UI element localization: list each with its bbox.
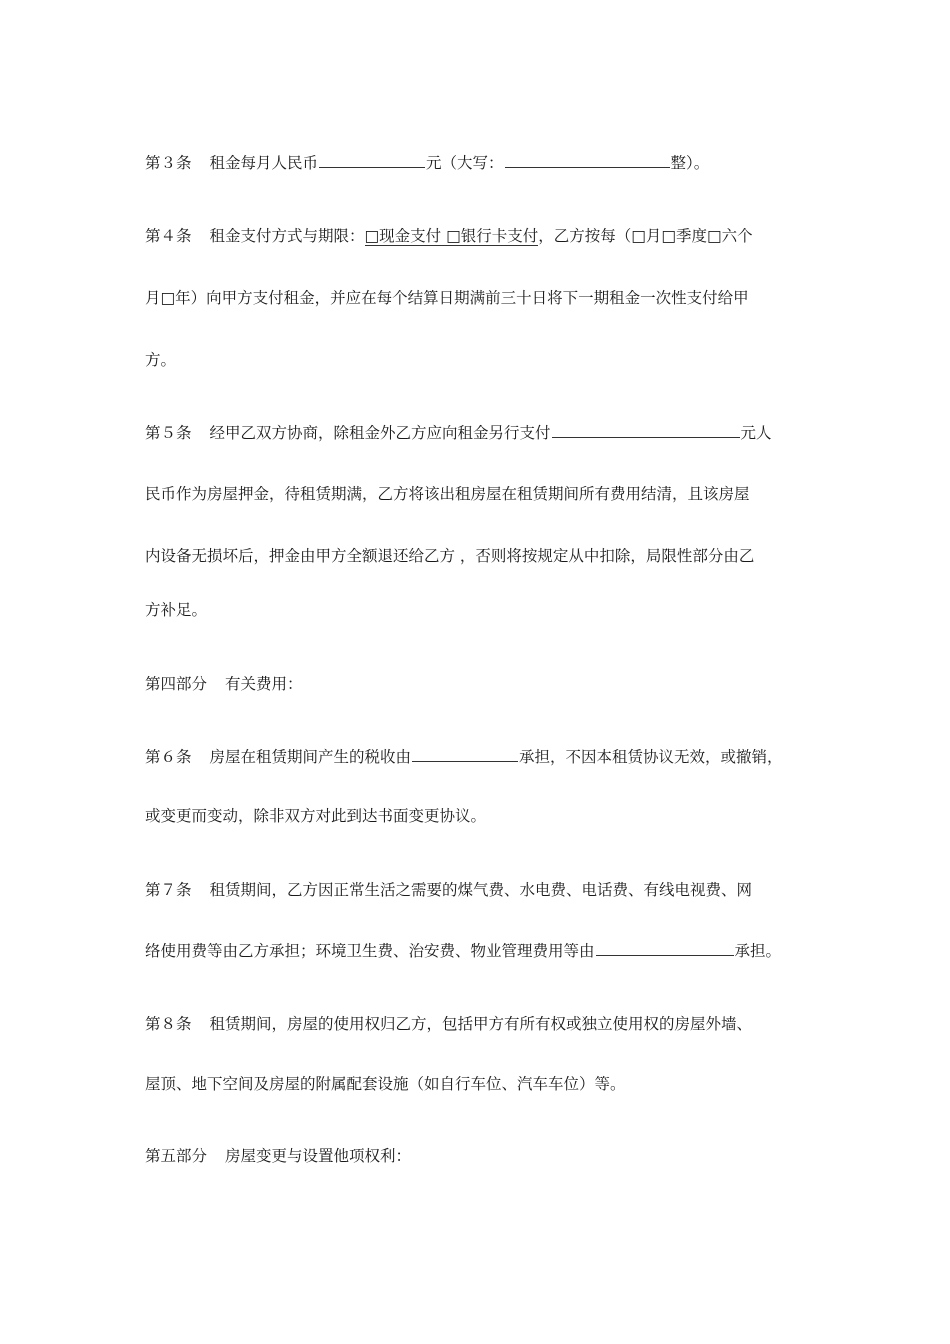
rent-amount-capital-blank[interactable] <box>505 152 670 168</box>
article-number: 第６条 <box>145 748 192 766</box>
article-4-line-2: 月□年）向甲方支付租金，并应在每个结算日期满前三十日将下一期租金一次性支付给甲 <box>145 289 749 307</box>
article-4: 第４条 租金支付方式与期限：□现金支付 □银行卡支付，乙方按每（□月□季度□六个 <box>145 227 753 245</box>
tax-bearer-blank[interactable] <box>412 746 518 762</box>
deposit-amount-blank[interactable] <box>552 422 740 438</box>
article-5-line-4: 方补足。 <box>145 601 208 619</box>
article-3: 第３条 租金每月人民币 元（大写： 整）。 <box>145 154 710 172</box>
article-number: 第３条 <box>145 154 192 172</box>
section-heading-part-5: 第五部分 房屋变更与设置他项权利： <box>145 1147 412 1165</box>
article-5-line-2: 民币作为房屋押金，待租赁期满，乙方将该出租房屋在租赁期间所有费用结清，且该房屋 <box>145 485 750 503</box>
article-number: 第５条 <box>145 424 192 442</box>
article-8-line-2: 屋顶、地下空间及房屋的附属配套设施（如自行车位、汽车车位）等。 <box>145 1075 626 1093</box>
section-heading-part-4: 第四部分 有关费用： <box>145 675 303 693</box>
article-4-line-3: 方。 <box>145 351 177 369</box>
article-7-line-2: 络使用费等由乙方承担；环境卫生费、治安费、物业管理费用等由 承担。 <box>145 942 782 960</box>
article-5: 第５条 经甲乙双方协商，除租金外乙方应向租金另行支付 元人 <box>145 424 772 442</box>
article-6-line-2: 或变更而变动，除非双方对此到达书面变更协议。 <box>145 807 487 825</box>
rent-amount-blank[interactable] <box>319 152 425 168</box>
payment-method-options[interactable]: □现金支付 □银行卡支付 <box>364 227 539 245</box>
article-number: 第８条 <box>145 1015 192 1033</box>
article-number: 第７条 <box>145 881 192 899</box>
fee-bearer-blank[interactable] <box>596 940 734 956</box>
article-6: 第６条 房屋在租赁期间产生的税收由 承担，不因本租赁协议无效，或撤销， <box>145 748 783 766</box>
article-8: 第８条 租赁期间，房屋的使用权归乙方，包括甲方有所有权或独立使用权的房屋外墙、 <box>145 1015 753 1033</box>
article-number: 第４条 <box>145 227 192 245</box>
article-7: 第７条 租赁期间，乙方因正常生活之需要的煤气费、水电费、电话费、有线电视费、网 <box>145 881 753 899</box>
article-5-line-3: 内设备无损坏后，押金由甲方全额退还给乙方 ，否则将按规定从中扣除，局限性部分由乙 <box>145 547 755 565</box>
